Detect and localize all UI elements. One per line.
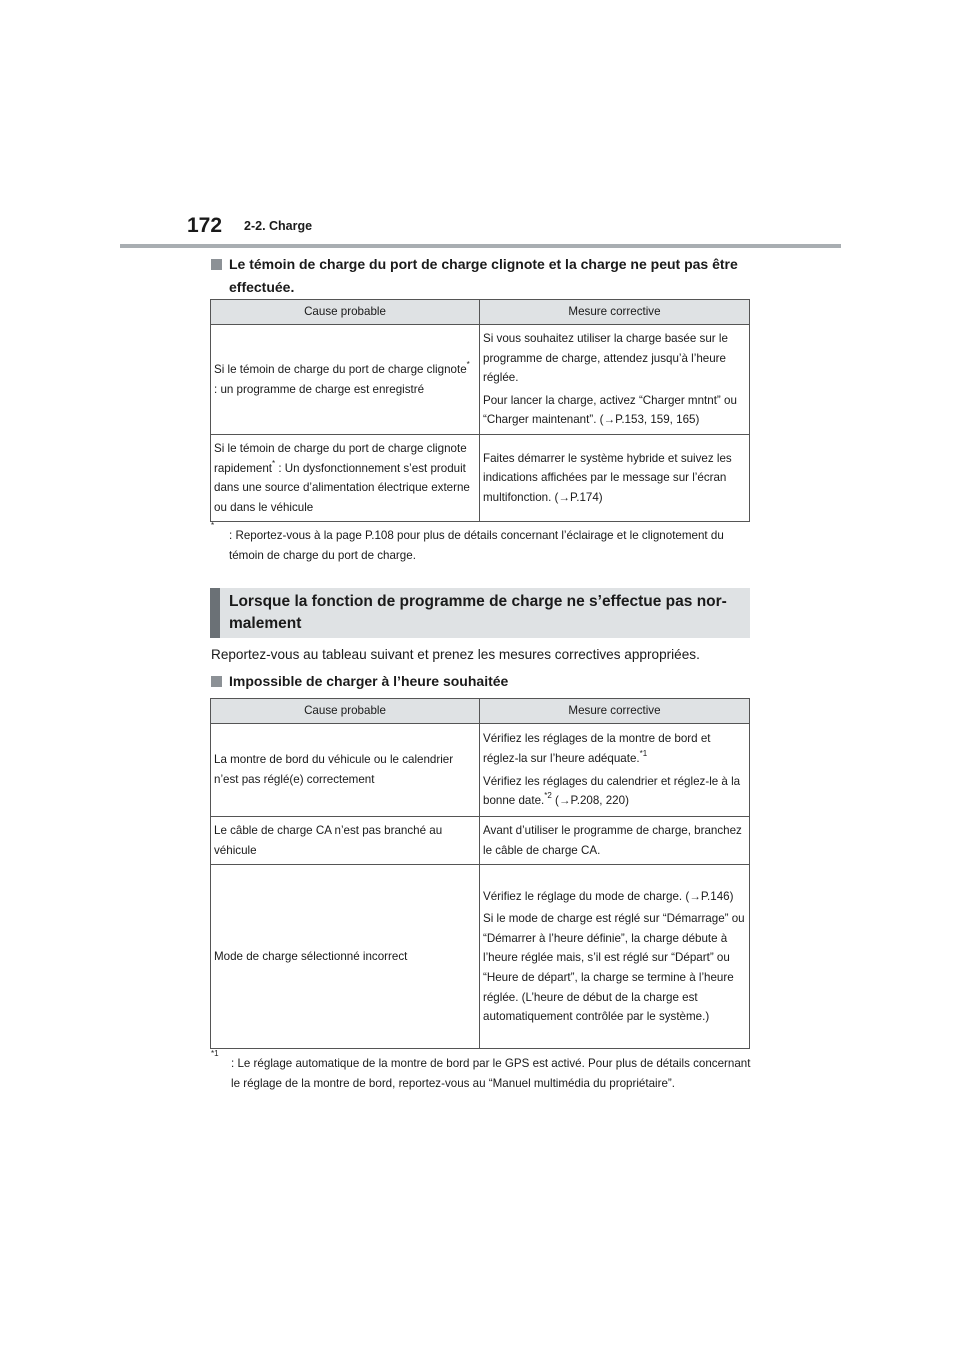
- footnote-text: : Le réglage automatique de la montre de bord par le GPS est activé. Pour plus de détails concernant le réglage de la montre de bord, reportez-vous au “Manuel multimédia du propriétaire”.: [231, 1057, 751, 1090]
- table-row: [211, 817, 750, 865]
- measure-cell: Vérifiez le réglage du mode de charge. (→P.146) Si le mode de charge est réglé sur “Démarrage” ou “Démarrer à l’heure définie”, la charge débute à l’heure réglée mais, s’il est réglé sur “Départ” ou “Heure de départ”, la charge se termine à l’heure réglée. (L’heure de début de la charge est automatiquement contrôlée par le système.): [480, 865, 750, 1049]
- measure-cell: Avant d’utiliser le programme de charge, branchez le câble de charge CA.: [480, 817, 750, 865]
- troubleshooting-table-2: [210, 698, 750, 1049]
- footnote-asterisk: * : Reportez-vous à la page P.108 pour plus de détails concernant l’éclairage et le clignotement du témoin de charge du port de charge.: [211, 526, 751, 566]
- column-header-cause: Cause probable: [211, 699, 480, 724]
- troubleshooting-table-1: [210, 299, 750, 522]
- square-bullet-icon: [211, 259, 222, 270]
- sub-heading-cannot-charge: [211, 670, 751, 693]
- sub-heading-charge-light-blinking: [211, 253, 751, 299]
- sub-heading-text: Le témoin de charge du port de charge clignote et la charge ne peut pas être effectuée.: [229, 256, 738, 295]
- table-header-row: [211, 300, 750, 325]
- cause-cell: Mode de charge sélectionné incorrect: [211, 865, 480, 1049]
- banner-title: Lorsque la fonction de programme de charge ne s’effectue pas normalement: [229, 593, 727, 632]
- column-header-measure: Mesure corrective: [480, 699, 750, 724]
- sub-heading-text: Impossible de charger à l’heure souhaitée: [229, 673, 509, 689]
- square-bullet-icon: [211, 676, 222, 687]
- footnote-text: : Reportez-vous à la page P.108 pour plus de détails concernant l’éclairage et le clignotement du témoin de charge du port de charge.: [229, 529, 724, 562]
- footnote-1: *1 : Le réglage automatique de la montre de bord par le GPS est activé. Pour plus de détails concernant le réglage de la montre de bord, reportez-vous au “Manuel multimédia du propriétaire”.: [211, 1054, 751, 1094]
- table-row: [211, 435, 750, 522]
- table-row: [211, 865, 750, 1049]
- table-row: [211, 724, 750, 817]
- measure-cell: Faites démarrer le système hybride et suivez les indications affichées par le message sur l’écran multifonction. (→P.174): [480, 435, 750, 522]
- column-header-cause: Cause probable: [211, 300, 480, 325]
- banner-accent-bar: [210, 588, 220, 638]
- header-divider: [120, 244, 841, 248]
- section-label: 2-2. Charge: [244, 219, 313, 233]
- page-number: 172: [187, 214, 223, 237]
- cause-cell: Si le témoin de charge du port de charge clignote* : un programme de charge est enregistré: [211, 325, 480, 435]
- cause-cell: Le câble de charge CA n’est pas branché au véhicule: [211, 817, 480, 865]
- measure-cell: Vérifiez les réglages de la montre de bord et réglez-la sur l’heure adéquate.$^{*1}$ Vérifiez les réglages du calendrier et réglez-le à la bonne date.$^{*2}$ (→P.208, 220): [480, 724, 750, 817]
- cause-cell: Si le témoin de charge du port de charge clignote rapidement* : Un dysfonctionnement s’est produit dans une source d’alimentation électrique externe ou dans le véhicule: [211, 435, 480, 522]
- table-header-row: [211, 699, 750, 724]
- column-header-measure: Mesure corrective: [480, 300, 750, 325]
- measure-cell: Si vous souhaitez utiliser la charge basée sur le programme de charge, attendez jusqu’à l’heure réglée. Pour lancer la charge, activez “Charger mntnt” ou “Charger maintenant”. (→P.153, 159, 165): [480, 325, 750, 435]
- table-row: [211, 325, 750, 435]
- section-banner: [210, 588, 750, 638]
- intro-text: Reportez-vous au tableau suivant et prenez les mesures correctives appropriées.: [211, 647, 700, 662]
- cause-cell: La montre de bord du véhicule ou le calendrier n’est pas réglé(e) correctement: [211, 724, 480, 817]
